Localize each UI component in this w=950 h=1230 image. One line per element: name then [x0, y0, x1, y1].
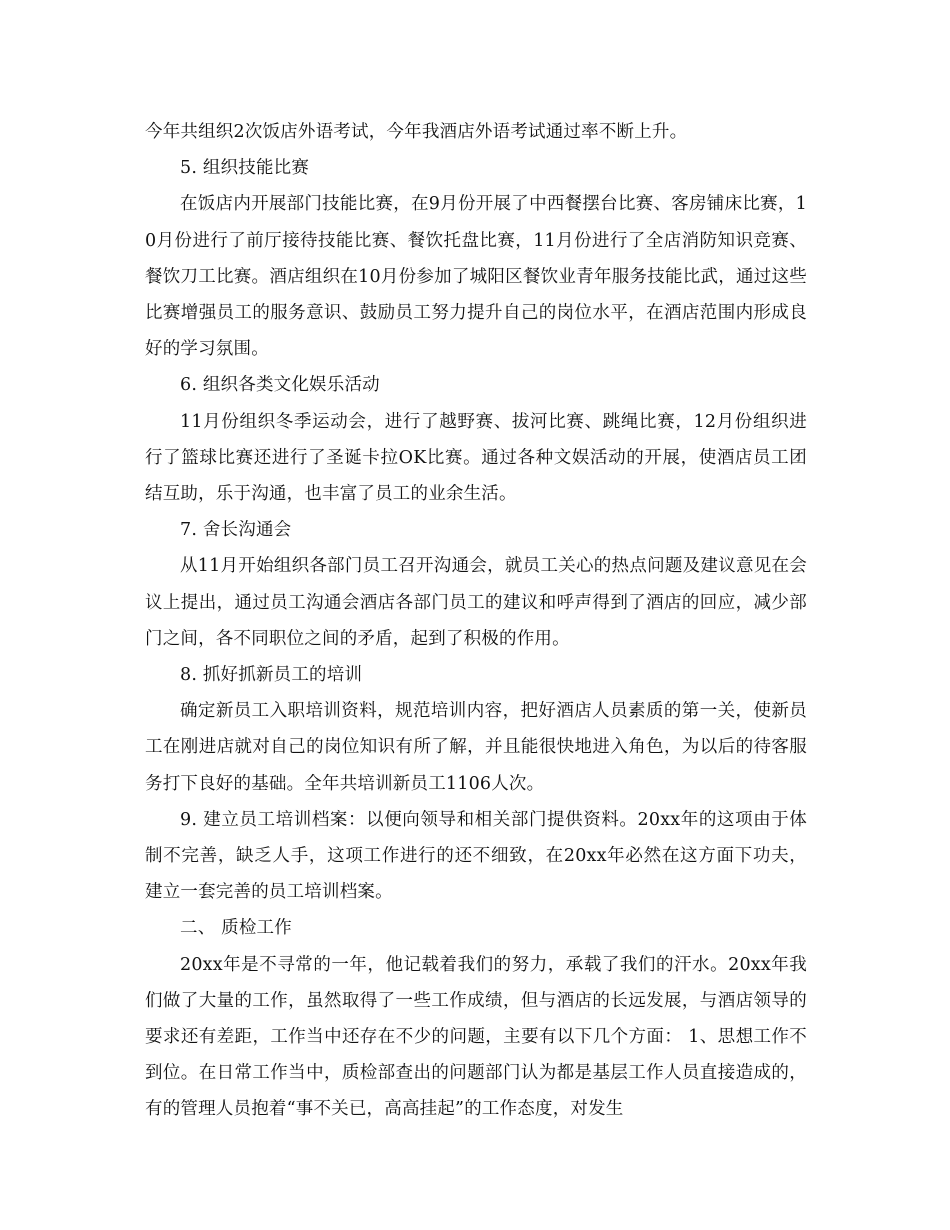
paragraph-continued: 今年共组织2次饭店外语考试，今年我酒店外语考试通过率不断上升。: [145, 122, 688, 142]
paragraph-new-staff-training: 确定新员工入职培训资料，规范培训内容，把好酒店人员素质的第一关，使新员工在刚进店就对自己的岗位知识有所了解，并且能很快地进入角色，为以后的待客服务打下良好的基础。全年共培训新员工1106人次。: [145, 701, 807, 794]
section-heading-8: 8. 抓好抓新员工的培训: [180, 665, 363, 686]
paragraph-skill-competition: 在饭店内开展部门技能比赛，在9月份开展了中西餐摆台比赛、客房铺床比赛，10月份进行了前厅接待技能比赛、餐饮托盘比赛，11月份进行了全店消防知识竞赛、餐饮刀工比赛。酒店组织在10月份参加了城阳区餐饮业青年服务技能比武，通过这些比赛增强员工的服务意识、鼓励员工努力提升自己的岗位水平，在酒店范围内形成良好的学习氛围。: [145, 194, 807, 360]
paragraph-communication-meeting: 从11月开始组织各部门员工召开沟通会，就员工关心的热点问题及建议意见在会议上提出，通过员工沟通会酒店各部门员工的建议和呼声得到了酒店的回应，减少部门之间，各不同职位之间的矛盾，起到了积极的作用。: [145, 556, 807, 649]
section-heading-5: 5. 组织技能比赛: [180, 158, 310, 179]
paragraph-quality-work: 20xx年是不寻常的一年，他记载着我们的努力，承载了我们的汗水。20xx年我们做了大量的工作，虽然取得了一些工作成绩，但与酒店的长远发展，与酒店领导的要求还有差距，工作当中还存在不少的问题，主要有以下几个方面： 1、思想工作不到位。在日常工作当中，质检部查出的问题部门认为都是基层工作人员直接造成的，有的管理人员抱着“事不关已，高高挂起”的工作态度，对发生: [145, 954, 807, 1120]
paragraph-culture-activities: 11月份组织冬季运动会，进行了越野赛、拔河比赛、跳绳比赛，12月份组织进行了篮球比赛还进行了圣诞卡拉OK比赛。通过各种文娱活动的开展，使酒店员工团结互助，乐于沟通，也丰富了员工的业余生活。: [145, 411, 807, 505]
section-heading-7: 7. 舍长沟通会: [180, 520, 292, 541]
section-heading-6: 6. 组织各类文化娱乐活动: [180, 375, 380, 396]
paragraph-training-archive: 9. 建立员工培训档案：以便向领导和相关部门提供资料。20xx年的这项由于体制不完善，缺乏人手，这项工作进行的还不细致，在20xx年必然在这方面下功夫，建立一套完善的员工培训档案。: [145, 809, 807, 903]
section-heading-quality: 二、 质检工作: [180, 918, 292, 939]
document-body: [145, 114, 807, 1128]
